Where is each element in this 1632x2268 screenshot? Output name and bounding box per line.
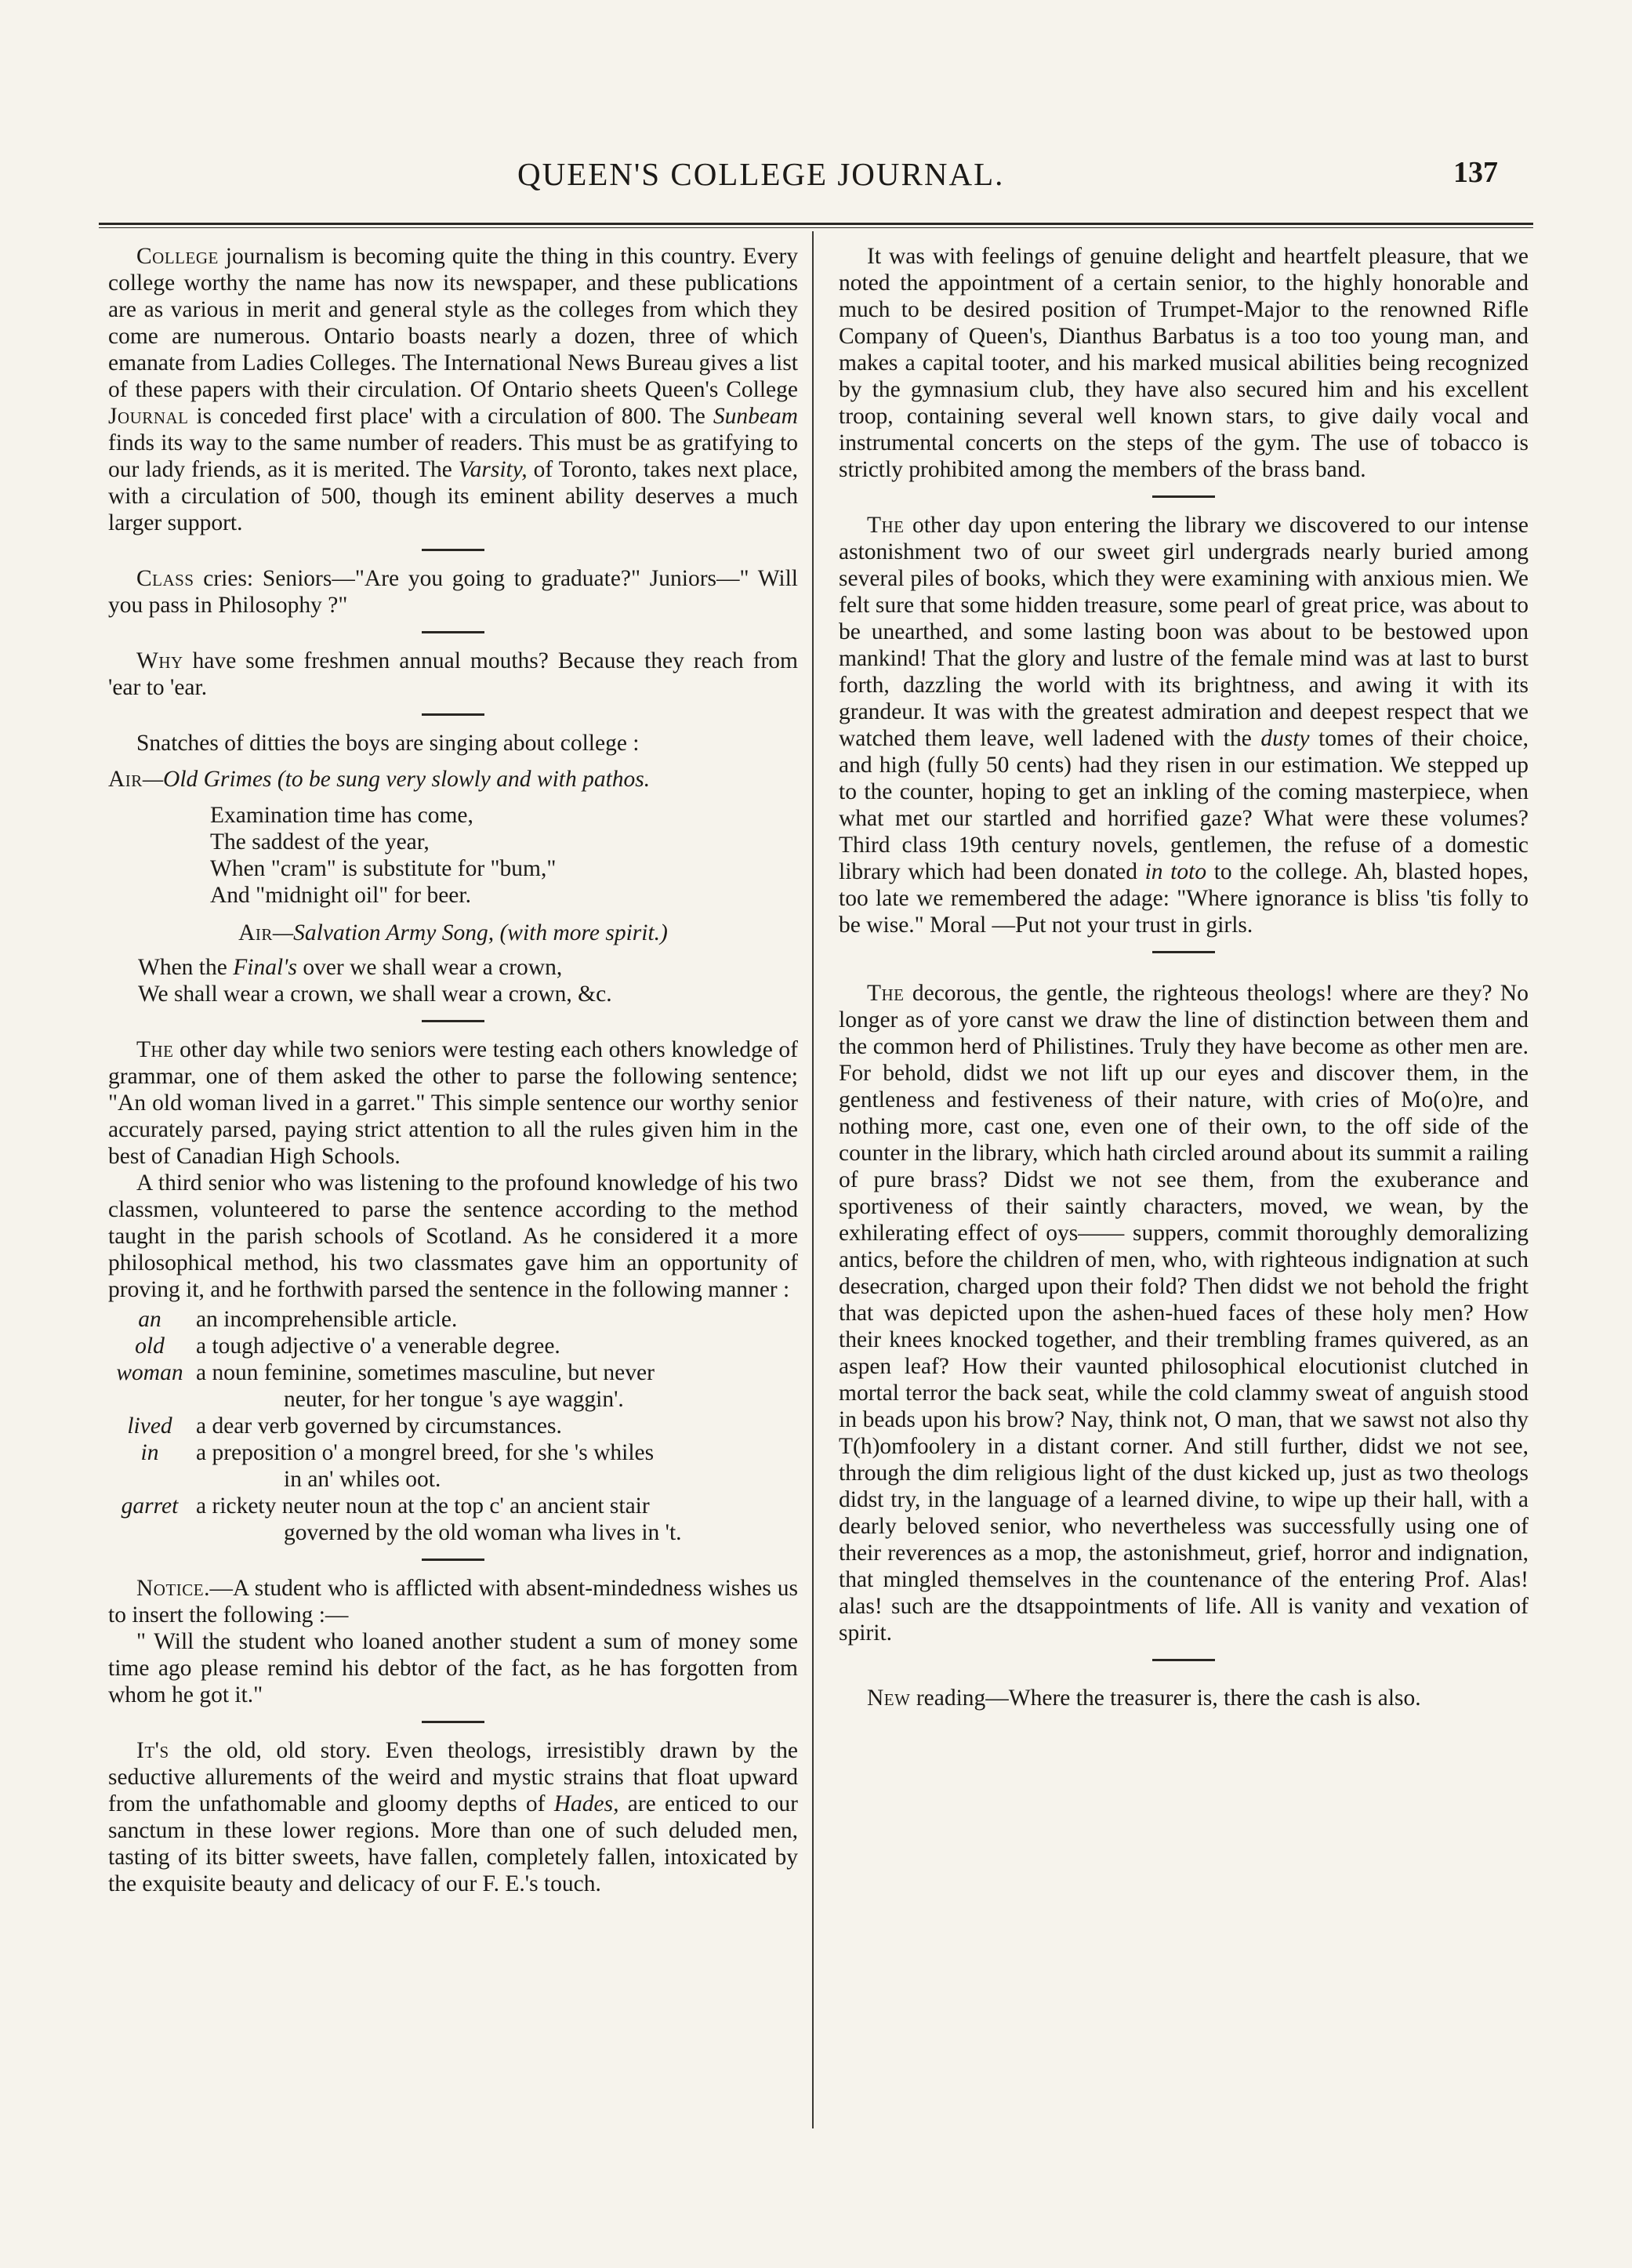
section-separator [1152,951,1215,953]
verse-line: And "midnight oil" for beer. [210,883,471,908]
paragraph-text: journalism is becoming quite the thing in this country. Every college worthy the name has now its newspaper, and these publications are as various in merit and general style as the colleges from which they come are numerous. Ontario boasts nearly a dozen, three of which emanate from Ladies Colleges. The International News Bureau gives a list of these papers with their circulation. Of Ontario sheets Queen's College [108,244,798,402]
paragraph-text: cries: Seniors—"Are you going to graduate?" Juniors—" Will you pass in Philosophy ?" [108,566,798,618]
parse-definition: an incomprehensible article. [196,1307,458,1332]
paragraph-text: .—A student who is afflicted with absent-mindedness wishes us to insert the following :— [108,1576,798,1628]
air-heading-old-grimes [108,766,798,793]
running-head [0,155,1632,202]
paragraph-lead: The [867,981,905,1006]
paragraph-lead: New [867,1686,911,1711]
dusty-word: dusty [1260,726,1310,751]
paragraph-text: other day upon entering the library we discovered to our intense astonishment two of our sweet girl undergrads nearly buried among several piles of books, which they were examining with anxious mien. We felt sure that some hidden treasure, some pearl of great price, was about to be unearthed, and some lasting boon was about to be bestowed upon mankind! That the glory and lustre of the female mind was at last to burst forth, dazzling the world with its brightness, and awing it with its grandeur. It was with the greatest admiration and deepest respect that we watched them leave, well ladened with the [839,513,1529,751]
section-separator [422,549,484,551]
paragraph-text: finds its way to the same number of readers. This must be as gratifying to our lady friends, as it is merited. The [108,430,798,482]
parse-continuation: in an' whiles oot. [284,1467,441,1492]
paragraph-lead: It's [136,1738,169,1763]
paragraph-text: of Toronto, takes next place, with a circulation of 500, though its eminent ability deserves a much larger support. [108,457,798,535]
couplet-text: over we shall wear a crown, [296,955,563,980]
freshmen-paragraph [108,648,798,701]
couplet-line: We shall wear a crown, we shall wear a crown, &c. [138,982,612,1007]
paragraph-text: tomes of their choice, and high (fully 50 cents) had they risen in our estimation. We stepped up to the counter, hoping to get an inkling of the coming masterpiece, when what met our startled and horrified gaze? What were these volumes? Third class 19th century novels, gentlemen, the refuse of a domestic library which had been donated [839,726,1529,884]
section-separator [422,631,484,633]
verse-line: The saddest of the year, [210,829,430,855]
parse-definition-text: a rickety neuter noun at the top c' an ancient stair [196,1493,650,1519]
parse-definition [196,1439,798,1493]
section-separator [422,713,484,716]
journal-word: Journal [108,404,189,429]
section-separator [1152,495,1215,498]
page-number: 137 [1453,156,1498,189]
air-title: —Salvation Army Song, (with more spirit.) [272,920,668,945]
air-label: Air [108,767,143,792]
final-word: Final's [233,955,297,980]
paragraph-lead: The [867,513,905,538]
paragraph-text: other day while two seniors were testing each others knowledge of grammar, one of them asked the other to parse the following sentence; "An old woman lived in a garret." This simple sentence our worthy senior accurately parsed, paying strict attention to all the rules given him in the best of Canadian High Schools. [108,1037,798,1169]
verse-line: Examination time has come, [210,803,473,828]
section-separator [422,1559,484,1561]
couplet-text: When the [138,955,234,980]
parse-term: lived [127,1413,172,1439]
trumpet-paragraph: It was with feelings of genuine delight and heartfelt pleasure, that we noted the appointment of a certain senior, to the highly honorable and much to be desired position of Trumpet-Major to the renowned Rifle Company of Queen's, Dianthus Barbatus is a too too young man, and makes a capital tooter, and his marked musical abilities being recognized by the gymnasium club, they have also secured him and his excellent troop, containing several well known stars, to give daily vocal and instrumental concerts on the steps of the gym. The use of tobacco is strictly prohibited among the members of the brass band. [839,244,1529,482]
parse-row [108,1413,798,1439]
parse-continuation: neuter, for her tongue 's aye waggin'. [284,1387,624,1412]
right-column [839,243,1529,1711]
class-cries-paragraph [108,565,798,619]
air-label: Air [238,920,273,945]
paragraph-lead: Class [136,566,194,591]
paragraph-text: decorous, the gentle, the righteous theologs! where are they? No longer as of yore canst we draw the line of distinction between them and the common herd of Philistines. Truly they have become as other men are. For behold, didst we not lift up our eyes and discover them, in the gentleness and festiveness of their nature, with cries of Mo(o)re, and nothing more, cast one, even one of their own, to the off side of the counter in the library, which hath circled around about its summit a railing of pure brass? Didst we not see them, from the exuberance and sportiveness of their saintly characters, moved, we wean, by the exhilerating effect of oys—— suppers, commit thoroughly demoralizing antics, before the children of men, who, with righteous indignation at such desecration, charged upon their fold? Then didst we not behold the fright that was depicted upon the ashen-hued faces of these holy men? How their knees knocked together, and their trembling frames quivered, as an aspen leaf? How their vaunted philosophical elocutionist clutched in mortal terror the back seat, while the cold clammy sweat of anguish stood in beads upon his brow? Nay, think not, O man, that we sawst not also thy T(h)omfoolery in a distant corner. And still further, didst we not see, through the dim religious light of the dust kicked up, just as two theologs didst try, in the language of a learned divine, to wipe up their hall, with a dearly beloved senior, who nevertheless was successfully using one of their reverences as a mop, the astonishmeut, grief, horror and indignation, that mingled themselves in the countenance of the entering Prof. Alas! alas! such are the dtsappointments of life. All is vanity and vexation of spirit. [839,981,1529,1646]
parse-row [108,1333,798,1359]
parse-term: woman [116,1360,183,1385]
parse-definition [196,1359,798,1413]
paragraph-lead: Why [136,648,183,673]
air-title: —Old Grimes (to be sung very slowly and with pathos. [142,767,651,792]
section-separator [422,1721,484,1723]
notice-paragraph [108,1575,798,1628]
parse-definition: a tough adjective o' a venerable degree. [196,1334,560,1359]
parse-definition: a dear verb governed by circumstances. [196,1413,562,1439]
parse-definition [196,1493,798,1546]
paragraph-lead: Notice [136,1576,205,1601]
parse-definition-text: a noun feminine, sometimes masculine, but never [196,1360,655,1385]
left-column [108,243,798,1897]
header-rule [99,223,1533,228]
paragraph-lead: The [136,1037,174,1062]
verse-line: When "cram" is substitute for "bum," [210,856,557,881]
section-separator [1152,1659,1215,1661]
paragraph-text: to the college. Ah, blasted hopes, too late we remembered the adage: "Where ignorance is bliss 'tis folly to be wise." Moral —Put not your trust in girls. [839,859,1529,938]
theologs-paragraph [839,980,1529,1646]
hades-word: Hades, [553,1791,619,1816]
sunbeam-title: Sunbeam [713,404,798,429]
parse-term: garret [121,1493,179,1519]
journalism-paragraph [108,243,798,536]
section-separator [422,1020,484,1022]
parse-row [108,1359,798,1413]
grammar-paragraph-2: A third senior who was listening to the profound knowledge of his two classmen, volunteered to parse the sentence according to the method taught in the parish schools of Scotland. As he considered it a more philosophical method, his two classmates gave him an opportunity of proving it, and he forthwith parsed the sentence in the following manner : [108,1170,798,1302]
parse-term: an [138,1307,161,1332]
paragraph-text: are enticed to our sanctum in these lower regions. More than one of such deluded men, tasting of its bitter sweets, have fallen, completely fallen, intoxicated by the exquisite beauty and delicacy of our F. E.'s touch. [108,1791,798,1896]
new-reading-paragraph [839,1685,1529,1711]
parse-table [108,1306,798,1546]
air-heading-salvation-army [108,920,798,946]
in-toto-phrase: in toto [1144,859,1207,884]
parse-row [108,1493,798,1546]
verse-block [210,802,798,909]
column-divider [812,231,814,2128]
paragraph-text: reading—Where the treasurer is, there the cash is also. [910,1686,1421,1711]
library-paragraph [839,512,1529,938]
parse-continuation: governed by the old woman wha lives in 't. [284,1520,682,1545]
notice-quote: " Will the student who loaned another student a sum of money some time ago please remind his debtor of the fact, as he has forgotten from whom he got it." [108,1629,798,1707]
journal-title: QUEEN'S COLLEGE JOURNAL. [517,156,1005,192]
parse-row [108,1306,798,1333]
parse-term: old [135,1334,165,1359]
paragraph-text: have some freshmen annual mouths? Because they reach from 'ear to 'ear. [108,648,798,700]
grammar-paragraph-1 [108,1036,798,1170]
varsity-title: Varsity, [458,457,528,482]
ditties-intro: Snatches of ditties the boys are singing about college : [136,731,640,756]
parse-definition-text: a preposition o' a mongrel breed, for she 's whiles [196,1440,655,1465]
parse-term: in [140,1440,159,1465]
couplet-line [138,954,798,981]
paragraph-lead: College [136,244,219,269]
story-paragraph [108,1737,798,1897]
couplet-block [138,954,798,1007]
paragraph-text: the old, old story. Even theologs, irresistibly drawn by the seductive allurements of the weird and mystic strains that float upward from the unfathomable and gloomy depths of [108,1738,798,1816]
parse-row [108,1439,798,1493]
paragraph-text: is conceded first place' with a circulation of 800. The [188,404,713,429]
